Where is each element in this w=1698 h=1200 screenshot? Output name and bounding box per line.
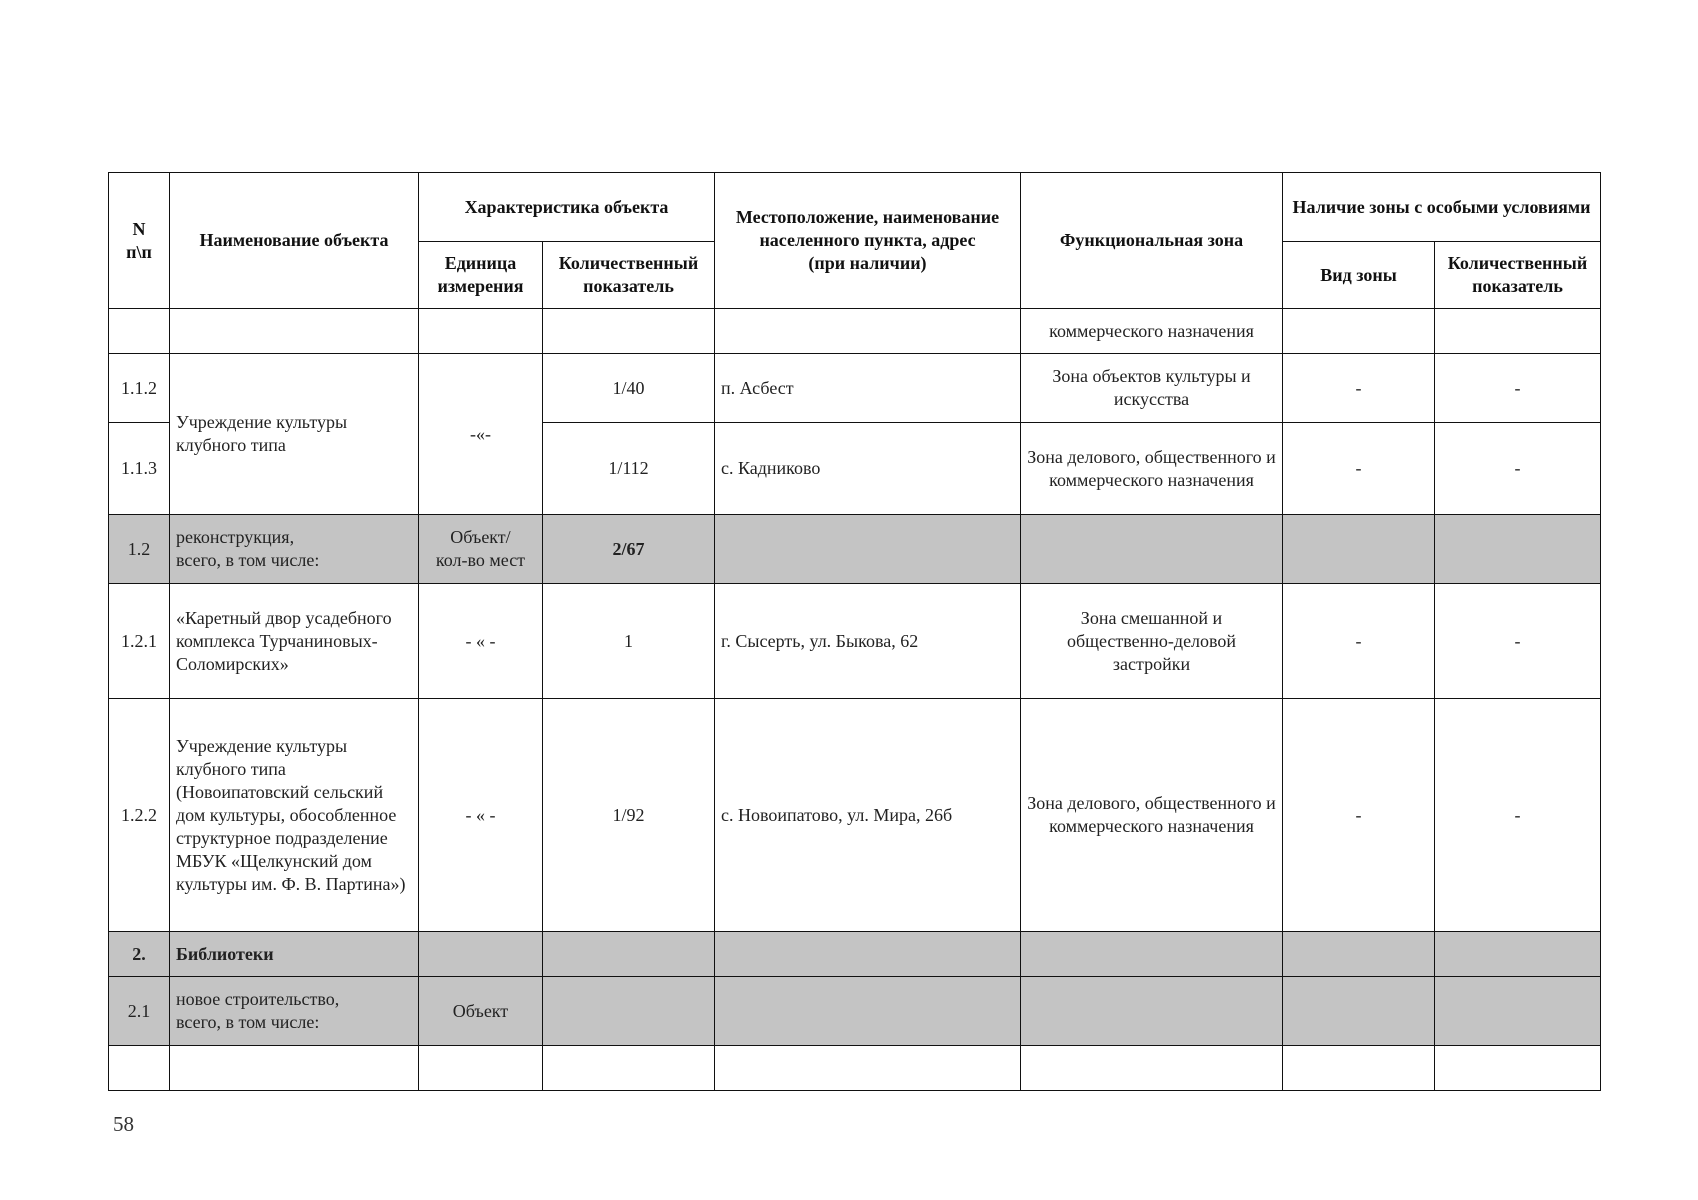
cell-location: п. Асбест xyxy=(715,354,1021,423)
header-zone: Функциональная зона xyxy=(1021,173,1283,309)
header-special-zone: Наличие зоны с особыми условиями xyxy=(1283,173,1601,242)
header-name: Наименование объекта xyxy=(170,173,419,309)
cell-location: с. Кадниково xyxy=(715,423,1021,515)
cell-num: 2.1 xyxy=(109,977,170,1046)
cell-quantity: 1/40 xyxy=(543,354,715,423)
table-row xyxy=(109,515,1601,584)
page-number: 58 xyxy=(113,1112,134,1136)
cell-zone: коммерческого назначения xyxy=(1021,309,1283,354)
cell-unit: - « - xyxy=(419,584,543,699)
cell-name: новое строительство, всего, в том числе: xyxy=(170,977,419,1046)
table-row xyxy=(109,932,1601,977)
cell-zone-quantity: - xyxy=(1435,423,1601,515)
cell-zone: Зона объектов культуры и искусства xyxy=(1021,354,1283,423)
cell-quantity: 1 xyxy=(543,584,715,699)
header-unit: Единица измерения xyxy=(419,242,543,309)
cell-name: реконструкция, всего, в том числе: xyxy=(170,515,419,584)
cell-quantity: 1/92 xyxy=(543,699,715,932)
cell-zone-type: - xyxy=(1283,354,1435,423)
cell-zone-type: - xyxy=(1283,584,1435,699)
table-row xyxy=(109,699,1601,932)
table-row xyxy=(109,977,1601,1046)
cell-zone: Зона смешанной и общественно-деловой застройки xyxy=(1021,584,1283,699)
header-location: Местоположение, наименование населенного пункта, адрес (при наличии) xyxy=(715,173,1021,309)
cell-zone-quantity: - xyxy=(1435,584,1601,699)
header-zone-quantity: Количественный показатель xyxy=(1435,242,1601,309)
cell-unit: - « - xyxy=(419,699,543,932)
cell-zone: Зона делового, общественного и коммерческого назначения xyxy=(1021,699,1283,932)
cell-num: 1.1.2 xyxy=(109,354,170,423)
header-num: N п\п xyxy=(109,173,170,309)
header-zone-type: Вид зоны xyxy=(1283,242,1435,309)
cell-name: Учреждение культуры клубного типа xyxy=(170,354,419,515)
cell-num: 1.2.1 xyxy=(109,584,170,699)
table-row xyxy=(109,1046,1601,1091)
cell-name: Библиотеки xyxy=(170,932,419,977)
table-row xyxy=(109,354,1601,423)
cell-num: 2. xyxy=(109,932,170,977)
header-row-1 xyxy=(109,173,1601,242)
cell-num: 1.2.2 xyxy=(109,699,170,932)
cell-quantity: 2/67 xyxy=(543,515,715,584)
cell-quantity: 1/112 xyxy=(543,423,715,515)
cell-zone-quantity: - xyxy=(1435,354,1601,423)
cell-num: 1.1.3 xyxy=(109,423,170,515)
table-row xyxy=(109,584,1601,699)
cell-location: г. Сысерть, ул. Быкова, 62 xyxy=(715,584,1021,699)
cell-zone-type: - xyxy=(1283,423,1435,515)
objects-table xyxy=(108,172,1601,1091)
cell-unit: Объект/ кол-во мест xyxy=(419,515,543,584)
cell-zone: Зона делового, общественного и коммерческого назначения xyxy=(1021,423,1283,515)
cell-name: Учреждение культуры клубного типа (Новоипатовский сельский дом культуры, обособленное структурное подразделение МБУК «Щелкунский дом культуры им. Ф. В. Партина») xyxy=(170,699,419,932)
cell-name: «Каретный двор усадебного комплекса Турчаниновых-Соломирских» xyxy=(170,584,419,699)
cell-unit: -«- xyxy=(419,354,543,515)
cell-zone-quantity: - xyxy=(1435,699,1601,932)
table-row xyxy=(109,309,1601,354)
header-quantity: Количественный показатель xyxy=(543,242,715,309)
cell-num: 1.2 xyxy=(109,515,170,584)
cell-location: с. Новоипатово, ул. Мира, 26б xyxy=(715,699,1021,932)
cell-unit: Объект xyxy=(419,977,543,1046)
header-characteristics: Характеристика объекта xyxy=(419,173,715,242)
cell-zone-type: - xyxy=(1283,699,1435,932)
